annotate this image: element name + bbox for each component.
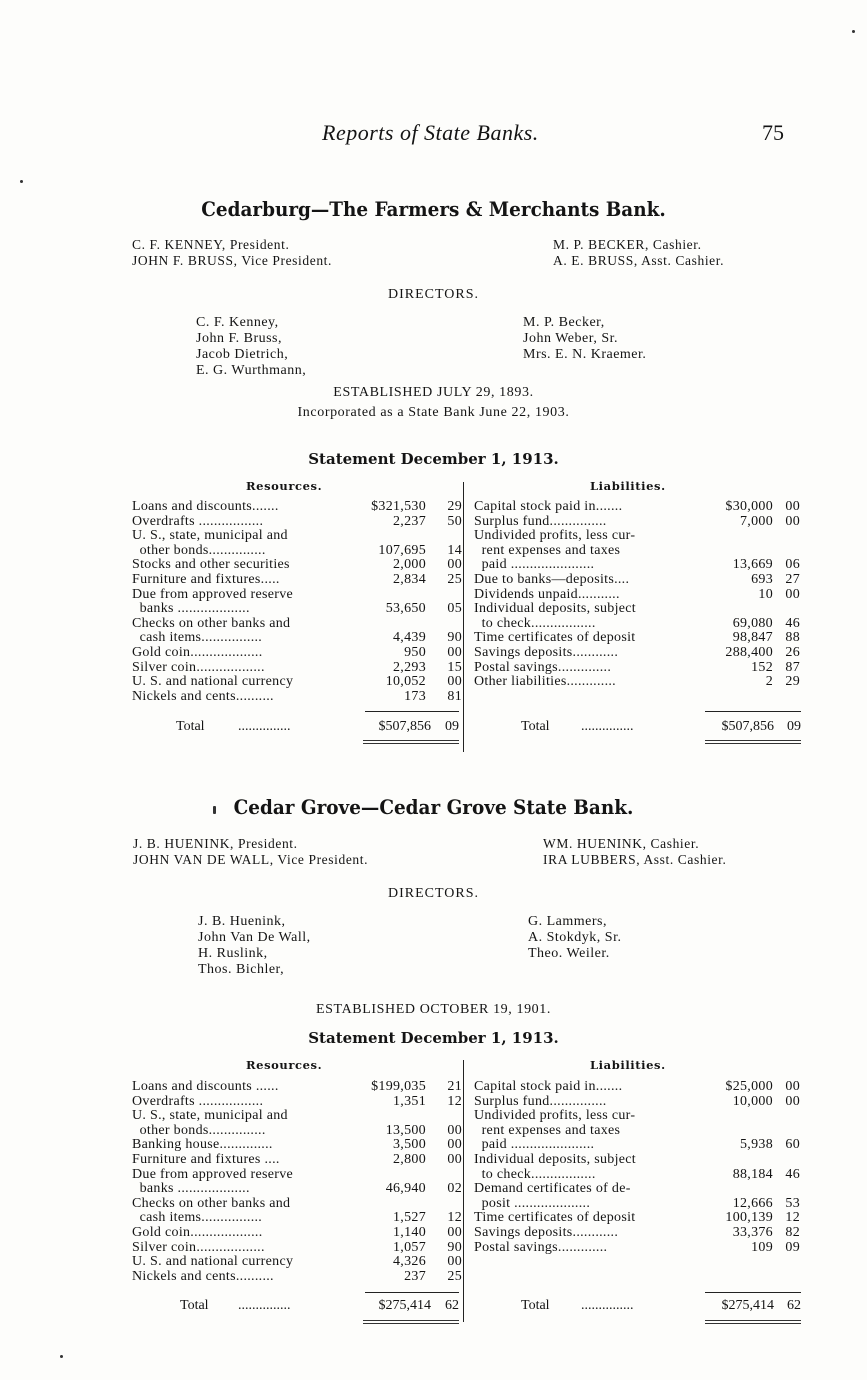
ledger-cents: 29 <box>447 499 462 514</box>
ledger-cents: 05 <box>447 601 462 617</box>
ledger-row <box>132 617 462 632</box>
ledger-label: to check................. <box>474 1167 596 1182</box>
ledger-label: other bonds............... <box>132 543 266 558</box>
ledger-cents: 29 <box>785 674 800 690</box>
ledger-label: U. S. and national currency <box>132 1255 294 1270</box>
total-cents: 62 <box>445 1298 459 1313</box>
ledger-cents: 82 <box>785 1224 800 1240</box>
ledger-label: U. S., state, municipal and <box>132 529 288 544</box>
ledger-label: Time certificates of deposit <box>474 631 636 646</box>
established: ESTABLISHED OCTOBER 19, 1901. <box>316 1002 551 1017</box>
total-amount: $275,414 <box>721 1298 774 1313</box>
ledger-row <box>474 573 800 588</box>
ledger-cents: 02 <box>447 1181 462 1197</box>
director: H. Ruslink, <box>198 946 268 961</box>
ledger-label: Surplus fund............... <box>474 514 607 529</box>
ledger-row <box>132 1270 462 1285</box>
ledger-row <box>132 1197 462 1212</box>
ledger-cents: 00 <box>785 499 800 514</box>
ledger-label: Capital stock paid in....... <box>474 1080 623 1094</box>
ledger-amount: 3,500 <box>393 1137 426 1153</box>
total-row-resources <box>176 719 461 735</box>
ledger-label: Banking house.............. <box>132 1138 273 1153</box>
statement-heading: Statement December 1, 1913. <box>308 1029 559 1047</box>
ledger-cents: 27 <box>785 571 800 587</box>
ledger-amount: 152 <box>751 659 773 675</box>
ledger-cents: 88 <box>785 630 800 646</box>
ledger-cents: 12 <box>785 1210 800 1226</box>
ledger-cents: 90 <box>447 1239 462 1255</box>
ledger-cents: 00 <box>785 1093 800 1109</box>
ledger-amount: 2,237 <box>393 513 426 529</box>
ledger-row <box>474 500 800 515</box>
ledger-amount: 288,400 <box>725 644 773 660</box>
ledger-cents: 81 <box>447 688 462 704</box>
total-amount: $275,414 <box>378 1298 431 1313</box>
double-rule <box>363 1320 459 1324</box>
ledger-label: cash items................ <box>132 1211 263 1226</box>
double-rule <box>705 1320 801 1324</box>
ledger-row <box>474 617 800 632</box>
officer-president: J. B. HUENINK, President. <box>133 836 298 851</box>
ledger-cents: 60 <box>785 1137 800 1153</box>
ledger-amount: 10,000 <box>732 1093 773 1109</box>
ledger-row <box>132 1153 462 1168</box>
ledger-label: Silver coin.................. <box>132 1240 265 1255</box>
ledger-row <box>132 515 462 530</box>
ledger-amount: 53,650 <box>385 601 426 617</box>
ledger-label: Due from approved reserve <box>132 1167 294 1182</box>
ledger-row <box>474 1197 800 1212</box>
total-row-liabilities <box>521 719 801 735</box>
director: A. Stokdyk, Sr. <box>528 930 622 945</box>
established: ESTABLISHED JULY 29, 1893. <box>333 385 534 400</box>
ledger-amount: 46,940 <box>385 1181 426 1197</box>
ledger-row <box>474 515 800 530</box>
officer-cashier: WM. HUENINK, Cashier. <box>543 836 700 851</box>
ledger-label: posit .................... <box>474 1196 591 1211</box>
liabilities-list <box>474 1080 800 1255</box>
ledger-cents: 12 <box>447 1093 462 1109</box>
ledger-label: Gold coin................... <box>132 1225 263 1240</box>
ledger-cents: 00 <box>447 1224 462 1240</box>
ledger-label: Savings deposits............ <box>474 645 619 660</box>
ledger-amount: $30,000 <box>725 499 773 514</box>
ledger-row <box>132 602 462 617</box>
ledger-row <box>132 1080 462 1095</box>
ledger-amount: 950 <box>404 644 426 660</box>
director: John Van De Wall, <box>198 930 311 945</box>
ledger-row <box>474 1182 800 1197</box>
ledger-label: Loans and discounts....... <box>132 500 279 514</box>
ledger-cents: 46 <box>785 615 800 631</box>
ledger-row <box>474 661 800 676</box>
ledger-row <box>132 675 462 690</box>
ledger-amount: 2,293 <box>393 659 426 675</box>
dot-leader: ............... <box>238 719 291 734</box>
total-label: Total <box>180 1298 209 1313</box>
ledger-cents: 00 <box>785 513 800 529</box>
ledger-row <box>474 1138 800 1153</box>
ledger-row <box>474 1168 800 1183</box>
ledger-cents: 00 <box>785 586 800 602</box>
resources-heading: Resources. <box>246 1058 323 1072</box>
liabilities-list <box>474 500 800 690</box>
director: C. F. Kenney, <box>196 315 279 330</box>
ledger-row <box>132 1226 462 1241</box>
subtotal-rule <box>365 711 459 712</box>
director: G. Lammers, <box>528 914 607 929</box>
column-divider <box>463 482 464 752</box>
ledger-amount: 2 <box>765 674 773 690</box>
ledger-row <box>132 1138 462 1153</box>
ledger-label: Overdrafts ................. <box>132 514 264 529</box>
ledger-label: Undivided profits, less cur- <box>474 529 636 544</box>
ledger-row <box>132 558 462 573</box>
ledger-amount: 98,847 <box>732 630 773 646</box>
directors-left <box>196 315 306 379</box>
director: John Weber, Sr. <box>523 331 618 346</box>
ledger-label: banks ................... <box>132 1182 250 1197</box>
running-head <box>0 120 867 148</box>
ledger-cents: 25 <box>447 1268 462 1284</box>
ledger-label: Gold coin................... <box>132 645 263 660</box>
ledger-label: paid ...................... <box>474 1138 595 1153</box>
ledger-amount: 1,527 <box>393 1210 426 1226</box>
ledger-row <box>474 558 800 573</box>
ledger-amount: $25,000 <box>725 1079 773 1094</box>
ledger-label: Demand certificates of de- <box>474 1182 631 1197</box>
resources-heading: Resources. <box>246 479 323 493</box>
ledger-label: U. S., state, municipal and <box>132 1109 288 1124</box>
ledger-row <box>132 1095 462 1110</box>
ledger-label: to check................. <box>474 616 596 631</box>
ledger-row <box>474 1211 800 1226</box>
ledger-cents: 00 <box>447 557 462 573</box>
directors-right <box>523 315 646 363</box>
ledger-label: Due to banks—deposits.... <box>474 572 630 587</box>
print-speck <box>20 180 23 183</box>
column-divider <box>463 1060 464 1322</box>
ledger-row <box>132 588 462 603</box>
ledger-label: Checks on other banks and <box>132 1196 291 1211</box>
officer-asst-cashier: IRA LUBBERS, Asst. Cashier. <box>543 852 727 867</box>
officer-president: C. F. KENNEY, President. <box>132 237 290 252</box>
ledger-row <box>132 631 462 646</box>
officer-vice-president: JOHN VAN DE WALL, Vice President. <box>133 852 369 867</box>
ledger-row <box>132 1109 462 1124</box>
dot-leader: ............... <box>238 1298 291 1313</box>
ledger-amount: 2,834 <box>393 571 426 587</box>
ledger-label: Time certificates of deposit <box>474 1211 636 1226</box>
ledger-row <box>474 646 800 661</box>
directors-heading: DIRECTORS. <box>387 886 480 901</box>
ledger-cents: 00 <box>785 1079 800 1094</box>
ledger-amount: $199,035 <box>371 1079 426 1094</box>
ledger-cents: 90 <box>447 630 462 646</box>
subtotal-rule <box>705 1292 801 1293</box>
ledger-amount: 88,184 <box>732 1166 773 1182</box>
ledger-amount: 237 <box>404 1268 426 1284</box>
double-rule <box>363 740 459 744</box>
director: John F. Bruss, <box>196 331 283 346</box>
ledger-cents: 15 <box>447 659 462 675</box>
ledger-label: U. S. and national currency <box>132 675 294 690</box>
ledger-row <box>132 1211 462 1226</box>
ledger-label: Overdrafts ................. <box>132 1094 264 1109</box>
ledger-amount: 693 <box>751 571 773 587</box>
ledger-label: Savings deposits............ <box>474 1225 619 1240</box>
ledger-cents: 00 <box>447 1254 462 1270</box>
ledger-label: banks ................... <box>132 602 250 617</box>
ledger-label: cash items................ <box>132 631 263 646</box>
ledger-row <box>474 1124 800 1139</box>
ledger-amount: $321,530 <box>371 499 426 514</box>
statement-heading: Statement December 1, 1913. <box>308 450 559 468</box>
ledger-row <box>132 573 462 588</box>
total-row-liabilities <box>521 1298 801 1314</box>
ledger-row <box>474 529 800 544</box>
ledger-cents: 09 <box>785 1239 800 1255</box>
ledger-row <box>132 1124 462 1139</box>
total-amount: $507,856 <box>378 719 431 734</box>
ledger-amount: 1,057 <box>393 1239 426 1255</box>
incorporated: Incorporated as a State Bank June 22, 1903. <box>297 405 570 420</box>
total-cents: 62 <box>787 1298 801 1313</box>
ledger-amount: 4,326 <box>393 1254 426 1270</box>
resources-list <box>132 1080 462 1284</box>
ledger-cents: 53 <box>785 1195 800 1211</box>
director: M. P. Becker, <box>523 315 605 330</box>
directors-right <box>528 914 621 962</box>
bank-title: Cedarburg—The Farmers & Merchants Bank. <box>201 197 666 221</box>
ledger-amount: 5,938 <box>740 1137 773 1153</box>
ledger-row <box>132 1182 462 1197</box>
ledger-label: Dividends unpaid........... <box>474 587 620 602</box>
director: Mrs. E. N. Kraemer. <box>523 347 647 362</box>
liabilities-heading: Liabilities. <box>590 1058 666 1072</box>
ledger-amount: 109 <box>751 1239 773 1255</box>
running-title: Reports of State Banks. <box>322 120 539 145</box>
directors-heading: DIRECTORS. <box>387 287 480 302</box>
ledger-amount: 10,052 <box>385 674 426 690</box>
ledger-cents: 50 <box>447 513 462 529</box>
director: Jacob Dietrich, <box>196 347 289 362</box>
ledger-label: rent expenses and taxes <box>474 1123 621 1138</box>
ledger-row <box>474 1241 800 1256</box>
ledger-amount: 107,695 <box>378 542 426 558</box>
ledger-cents: 46 <box>785 1166 800 1182</box>
ledger-row <box>474 675 800 690</box>
double-rule <box>705 740 801 744</box>
print-speck <box>213 806 216 814</box>
dot-leader: ............... <box>581 1298 634 1313</box>
ledger-cents: 00 <box>447 1151 462 1167</box>
ledger-cents: 26 <box>785 644 800 660</box>
director: J. B. Huenink, <box>198 914 286 929</box>
ledger-label: other bonds............... <box>132 1123 266 1138</box>
ledger-row <box>132 661 462 676</box>
ledger-label: Furniture and fixtures .... <box>132 1152 280 1167</box>
ledger-label: Postal savings.............. <box>474 660 612 675</box>
ledger-row <box>132 500 462 515</box>
ledger-cents: 00 <box>447 674 462 690</box>
ledger-row <box>132 1168 462 1183</box>
ledger-cents: 25 <box>447 571 462 587</box>
ledger-label: Furniture and fixtures..... <box>132 572 280 587</box>
subtotal-rule <box>365 1292 459 1293</box>
total-label: Total <box>521 719 550 734</box>
ledger-row <box>474 1153 800 1168</box>
director: Thos. Bichler, <box>198 962 285 977</box>
ledger-label: paid ...................... <box>474 558 595 573</box>
ledger-cents: 00 <box>447 1122 462 1138</box>
ledger-amount: 1,351 <box>393 1093 426 1109</box>
total-label: Total <box>521 1298 550 1313</box>
ledger-row <box>474 602 800 617</box>
ledger-cents: 06 <box>785 557 800 573</box>
ledger-cents: 00 <box>447 644 462 660</box>
total-cents: 09 <box>787 719 801 734</box>
directors-left <box>198 914 311 978</box>
ledger-row <box>474 1109 800 1124</box>
ledger-amount: 7,000 <box>740 513 773 529</box>
ledger-row <box>474 1095 800 1110</box>
ledger-row <box>132 544 462 559</box>
ledger-cents: 14 <box>447 542 462 558</box>
director: Theo. Weiler. <box>528 946 610 961</box>
ledger-row <box>474 1226 800 1241</box>
ledger-label: Nickels and cents.......... <box>132 689 274 704</box>
ledger-row <box>474 544 800 559</box>
ledger-label: Loans and discounts ...... <box>132 1080 279 1094</box>
ledger-label: Surplus fund............... <box>474 1094 607 1109</box>
ledger-amount: 69,080 <box>732 615 773 631</box>
ledger-amount: 100,139 <box>725 1210 773 1226</box>
ledger-label: Individual deposits, subject <box>474 1152 636 1167</box>
ledger-row <box>132 1255 462 1270</box>
subtotal-rule <box>705 711 801 712</box>
ledger-label: Checks on other banks and <box>132 616 291 631</box>
ledger-cents: 00 <box>447 1137 462 1153</box>
director: E. G. Wurthmann, <box>196 363 307 378</box>
ledger-label: Due from approved reserve <box>132 587 294 602</box>
bank-title: Cedar Grove—Cedar Grove State Bank. <box>233 795 634 819</box>
dot-leader: ............... <box>581 719 634 734</box>
ledger-row <box>474 1080 800 1095</box>
ledger-amount: 2,800 <box>393 1151 426 1167</box>
ledger-label: Silver coin.................. <box>132 660 265 675</box>
ledger-amount: 4,439 <box>393 630 426 646</box>
ledger-amount: 173 <box>404 688 426 704</box>
print-speck <box>852 30 855 33</box>
ledger-amount: 2,000 <box>393 557 426 573</box>
ledger-row <box>474 588 800 603</box>
ledger-label: Stocks and other securities <box>132 558 290 573</box>
ledger-label: Capital stock paid in....... <box>474 500 623 514</box>
ledger-row <box>474 631 800 646</box>
ledger-amount: 12,666 <box>732 1195 773 1211</box>
ledger-label: Undivided profits, less cur- <box>474 1109 636 1124</box>
total-cents: 09 <box>445 719 459 734</box>
total-amount: $507,856 <box>721 719 774 734</box>
print-speck <box>60 1355 63 1358</box>
ledger-label: Individual deposits, subject <box>474 602 636 617</box>
ledger-amount: 1,140 <box>393 1224 426 1240</box>
officer-cashier: M. P. BECKER, Cashier. <box>553 237 702 252</box>
officer-vice-president: JOHN F. BRUSS, Vice President. <box>132 253 332 268</box>
officer-asst-cashier: A. E. BRUSS, Asst. Cashier. <box>553 253 725 268</box>
ledger-label: Other liabilities............. <box>474 675 616 690</box>
total-row-resources <box>180 1298 461 1314</box>
ledger-amount: 33,376 <box>732 1224 773 1240</box>
page-number: 75 <box>762 120 784 145</box>
ledger-amount: 13,669 <box>732 557 773 573</box>
ledger-row <box>132 529 462 544</box>
ledger-row <box>132 646 462 661</box>
ledger-amount: 13,500 <box>385 1122 426 1138</box>
ledger-label: Postal savings............. <box>474 1240 608 1255</box>
ledger-row <box>132 1241 462 1256</box>
ledger-amount: 10 <box>758 586 773 602</box>
ledger-cents: 21 <box>447 1079 462 1094</box>
ledger-row <box>132 690 462 705</box>
ledger-label: Nickels and cents.......... <box>132 1269 274 1284</box>
resources-list <box>132 500 462 704</box>
total-label: Total <box>176 719 205 734</box>
ledger-label: rent expenses and taxes <box>474 543 621 558</box>
ledger-cents: 87 <box>785 659 800 675</box>
liabilities-heading: Liabilities. <box>590 479 666 493</box>
ledger-cents: 12 <box>447 1210 462 1226</box>
